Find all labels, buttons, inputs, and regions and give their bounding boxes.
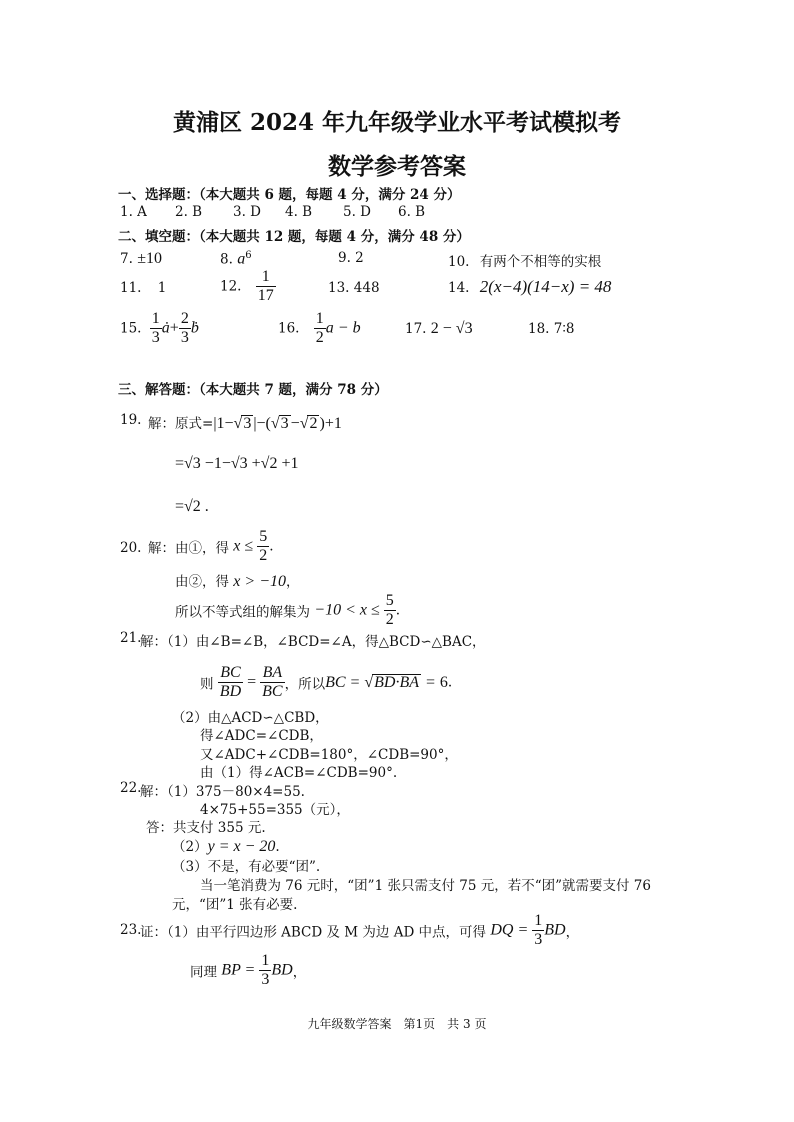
- answer-8: [220, 250, 252, 269]
- answer-15-num: 15.: [120, 320, 142, 337]
- answer-18: 18. 7∶8: [528, 321, 575, 337]
- q23-line-1-fraction: $\frac{1}{3}$: [534, 912, 543, 948]
- answer-2: 2. B: [175, 204, 203, 220]
- answer-12-denominator: 17: [257, 287, 274, 304]
- q22-line-3: 答：共支付 355 元.: [146, 820, 266, 836]
- q22-number: 22.: [120, 780, 142, 796]
- q23-line-2-fraction: $\frac{1}{3}$: [261, 952, 270, 988]
- answer-3: 3. D: [233, 204, 261, 220]
- q20-number: 20.: [120, 540, 142, 556]
- q20-line-2: 由②，得 x > −10，: [175, 573, 300, 590]
- answer-13: 13. 448: [328, 280, 380, 296]
- section-2-heading: 二、填空题：（本大题共 12 题，每题 4 分，满分 48 分）: [118, 229, 470, 245]
- answer-11-value: 1: [157, 280, 167, 296]
- q20-line-1: 解：由①，得 x ≤ $\frac{5}{2}$ .: [148, 528, 274, 564]
- answer-7-num: 7.: [120, 251, 133, 267]
- q23-line-2-prefix: 同理: [190, 964, 217, 981]
- answer-14: [448, 277, 611, 297]
- answer-12-num: 12.: [220, 278, 242, 295]
- answer-12: [220, 268, 276, 305]
- answer-5: 5. D: [343, 204, 371, 220]
- q21-line-1: 解：（1）由∠B=∠B，∠BCD=∠A，得△BCD∽△BAC，: [140, 634, 486, 650]
- q22-line-1: 解：（1）375－80×4=55.: [140, 784, 305, 800]
- answer-12-numerator: 1: [256, 268, 276, 287]
- answer-8-base: a: [237, 250, 246, 268]
- q22-line-7: 元，“团”1 张有必要.: [172, 897, 298, 913]
- answer-15-vector-a: ȧ: [161, 319, 170, 337]
- q19-line-1: [148, 412, 342, 433]
- answer-15-fraction-a: $\frac{1}{3}$: [151, 310, 160, 346]
- q19-line-3: =√2 .: [175, 498, 209, 515]
- answer-10-num: 10.: [448, 254, 470, 270]
- answer-9: 9. 2: [338, 250, 364, 266]
- q19-line-2: =√3 −1−√3 +√2 +1: [175, 455, 299, 472]
- answer-7: [120, 250, 162, 268]
- answer-16-num: 16.: [278, 320, 300, 337]
- answer-4: 4. B: [285, 204, 313, 220]
- q19-number: 19.: [120, 412, 142, 428]
- q21-number: 21.: [120, 630, 142, 646]
- page-title: 黄浦区 2024 年九年级学业水平考试模拟考: [172, 109, 622, 136]
- answer-15: 15. $\frac{1}{3}$ ȧ+ $\frac{2}{3}$ ḃ: [120, 310, 199, 346]
- answer-10-value: 有两个不相等的实根: [479, 254, 602, 270]
- q23-number: 23.: [120, 922, 142, 938]
- answer-17-value: 2 − √3: [430, 320, 473, 337]
- answer-17-num: 17.: [405, 321, 427, 337]
- answer-16: [278, 310, 361, 347]
- answer-16-rest: a − b: [325, 319, 361, 337]
- section-1-heading: 一、选择题：（本大题共 6 题，每题 4 分，满分 24 分）: [118, 187, 461, 203]
- section-3-heading: 三、解答题：（本大题共 7 题，满分 78 分）: [118, 382, 388, 398]
- q23-line-1-text: 证：（1）由平行四边形 ABCD 及 M 为边 AD 中点，可得: [140, 924, 487, 941]
- q22-line-2: 4×75+55=355（元），: [200, 802, 350, 818]
- q22-line-4: （2）y = x − 20.: [172, 838, 280, 855]
- q21-line-3: （2）由△ACD∽△CBD，: [172, 710, 329, 726]
- q22-line-4-prefix: （2）: [172, 839, 208, 855]
- answer-16-fraction: $\frac{1}{2}$: [315, 310, 324, 346]
- answer-10: [448, 250, 601, 270]
- answer-7-value: ±10: [137, 250, 162, 267]
- q20-line-1-fraction: $\frac{5}{2}$: [259, 528, 268, 564]
- q20-line-2-prefix: 由②，得: [175, 574, 229, 590]
- answer-15-fraction-b: $\frac{2}{3}$: [180, 310, 189, 346]
- q22-line-5: （3）不是，有必要“团”.: [172, 859, 321, 875]
- answer-17: [405, 320, 473, 338]
- q21-line-6: 由（1）得∠ACB=∠CDB=90°.: [200, 765, 398, 781]
- q21-line-2-prefix: 则: [200, 676, 214, 693]
- q20-line-3-fraction: $\frac{5}{2}$: [385, 592, 394, 628]
- q19-line-1-expression: |1−√3 |−(√3 −√2 )+1: [213, 415, 342, 432]
- q23-line-1: 证：（1）由平行四边形 ABCD 及 M 为边 AD 中点，可得 DQ = $\frac{1}{3}$ BD，: [140, 912, 580, 948]
- q21-line-5: 又∠ADC+∠CDB=180°，∠CDB=90°，: [200, 747, 458, 763]
- q21-line-4: 得∠ADC=∠CDB，: [200, 728, 323, 744]
- answer-14-num: 14.: [448, 280, 470, 296]
- q20-line-3-prefix: 所以不等式组的解集为: [175, 604, 310, 621]
- answer-11: [120, 280, 166, 296]
- answer-8-num: 8.: [220, 251, 233, 268]
- q23-line-2: 同理 BP = $\frac{1}{3}$ BD，: [190, 952, 307, 988]
- q21-line-2-mid: ，所以: [284, 676, 326, 693]
- answer-14-value: 2(x−4)(14−x) = 48: [479, 277, 612, 296]
- answer-15-vector-b: ḃ: [190, 319, 199, 337]
- answer-8-exp: 6: [245, 250, 252, 261]
- answer-1: 1. A: [120, 204, 147, 220]
- answer-6: 6. B: [398, 204, 426, 220]
- q22-line-6: 当一笔消费为 76 元时，“团”1 张只需支付 75 元，若不“团”就需要支付 76: [200, 878, 651, 894]
- q19-line-1-prefix: 解：原式=: [148, 416, 214, 432]
- q21-line-2: 则 $\frac{BC}{BD}$ = $\frac{BA}{BC}$ ，所以BC = √BD·BA = 6.: [200, 664, 453, 700]
- q20-line-3: 所以不等式组的解集为 −10 < x ≤ $\frac{5}{2}$ .: [175, 592, 401, 628]
- q22-line-4-math: y = x − 20: [207, 838, 276, 855]
- q20-line-2-math: x > −10: [233, 573, 286, 590]
- answer-11-num: 11.: [120, 280, 142, 296]
- page-subtitle: 数学参考答案: [328, 153, 466, 180]
- page-footer: 九年级数学答案 第1页 共 3 页: [307, 1017, 487, 1031]
- q20-line-1-prefix: 解：由①，得: [148, 540, 229, 557]
- answer-12-fraction: [256, 268, 276, 305]
- q21-fraction-bc-bd: $\frac{BC}{BD}$: [219, 664, 242, 700]
- q21-fraction-ba-bc: $\frac{BA}{BC}$: [262, 664, 283, 700]
